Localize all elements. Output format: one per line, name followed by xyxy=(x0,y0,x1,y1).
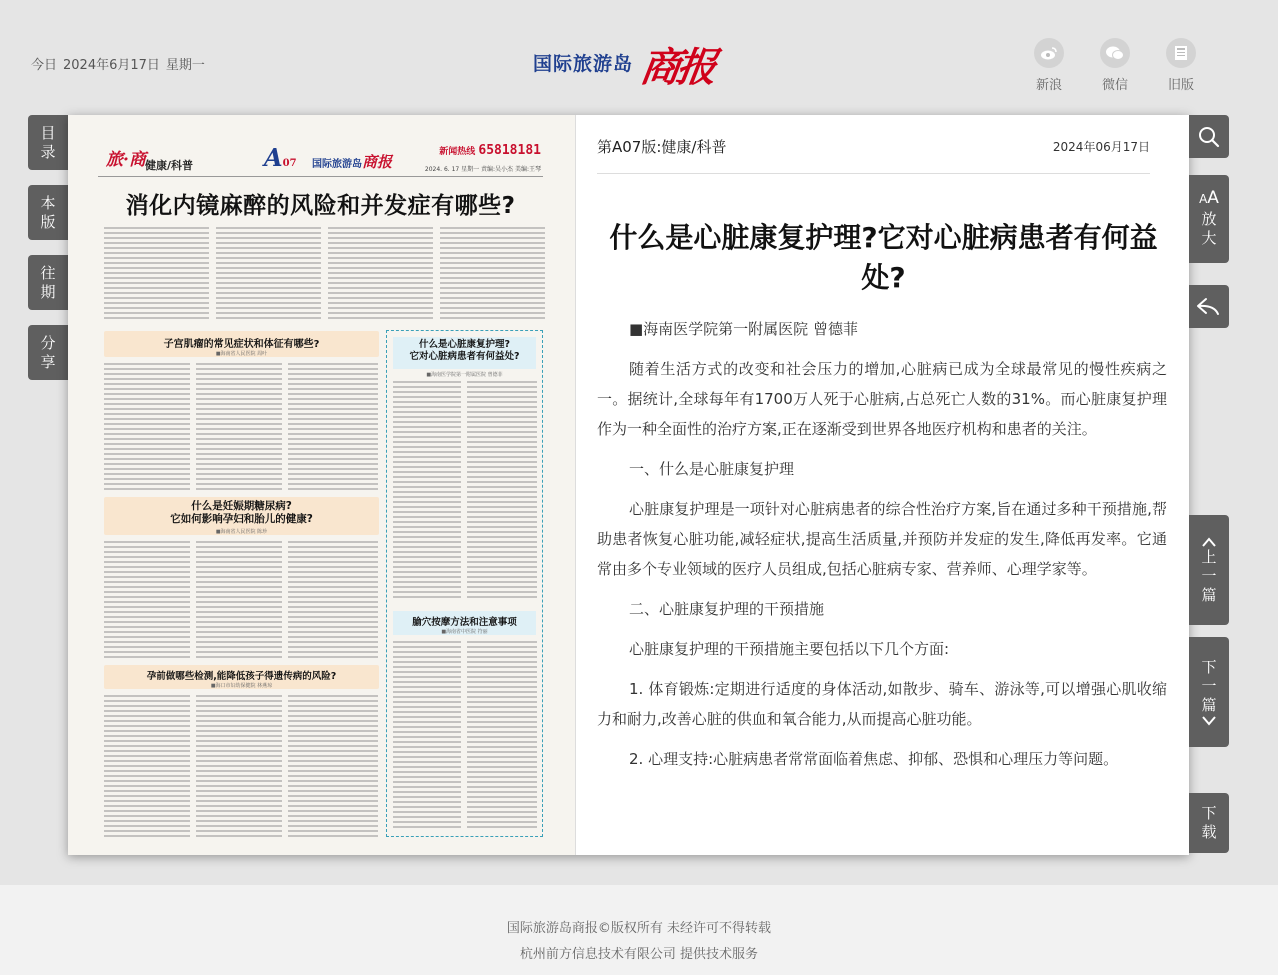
paper-hotline-label: 新闻热线 xyxy=(439,147,476,157)
next-char-1: 下 xyxy=(1201,657,1217,676)
paper-aside2-title: 腧穴按摩方法和注意事项 xyxy=(412,617,517,628)
paper-logo-bao: 商报 xyxy=(362,153,393,171)
paper-text-block xyxy=(216,227,321,322)
next-article-button[interactable] xyxy=(1189,637,1229,747)
article-paragraph: 心脏康复护理是一项针对心脏病患者的综合性治疗方案,旨在通过多种干预措施,帮助患者恢复心脏功能,减轻症状,提高生活质量,并预防并发症的发生,降低再发率。它通常由多个专业领域的医疗人员组成,包括心脏病专家、营养师、心理学家等。 xyxy=(597,500,1167,578)
site-footer xyxy=(0,885,1278,975)
wechat-icon xyxy=(1100,38,1130,68)
catalog-button[interactable] xyxy=(28,115,68,170)
paper-article-heading[interactable] xyxy=(104,331,379,357)
download-button[interactable] xyxy=(1189,793,1229,853)
today-label: 今日 xyxy=(31,58,58,73)
reader-panel xyxy=(68,115,1189,855)
old-version-link[interactable] xyxy=(1156,38,1206,93)
article-title: 什么是心脏康复护理?它对心脏病患者有何益处? xyxy=(609,221,1158,294)
old-version-label: 旧版 xyxy=(1167,78,1194,93)
paper-box1-title: 子宫肌瘤的常见症状和体征有哪些? xyxy=(163,339,320,350)
paper-text-block xyxy=(104,541,190,661)
article-pane xyxy=(576,115,1189,855)
download-char-1: 下 xyxy=(1201,804,1217,822)
share-button[interactable] xyxy=(28,325,68,380)
past-issues-button[interactable] xyxy=(28,255,68,310)
zoom-char-1: 放 xyxy=(1201,210,1217,228)
paper-text-block xyxy=(467,381,537,601)
paper-article-heading[interactable] xyxy=(104,665,379,689)
paper-hotline xyxy=(439,143,541,158)
paper-highlighted-article[interactable] xyxy=(386,330,543,837)
newspaper-icon xyxy=(1166,38,1196,68)
paper-article-heading[interactable] xyxy=(104,497,379,535)
paper-box2-line2: 它如何影响孕妇和胎儿的健康? xyxy=(170,513,313,525)
paper-box3-title: 孕前做哪些检测,能降低孩子得遗传病的风险? xyxy=(146,671,337,682)
article-header xyxy=(597,136,1150,174)
back-button[interactable] xyxy=(1189,285,1229,328)
weekday: 星期一 xyxy=(165,58,205,73)
past-char-2: 期 xyxy=(40,282,56,301)
weibo-icon xyxy=(1034,38,1064,68)
paper-version xyxy=(264,143,297,172)
prev-char-2: 一 xyxy=(1201,566,1217,585)
search-button[interactable] xyxy=(1189,115,1229,158)
previous-article-button[interactable] xyxy=(1189,515,1229,625)
site-logo[interactable] xyxy=(533,34,733,90)
next-char-3: 篇 xyxy=(1201,695,1217,714)
zoom-large-a: A xyxy=(1207,188,1219,208)
paper-logo xyxy=(312,151,392,172)
paper-section: 健康/科普 xyxy=(145,159,194,172)
paper-aside1-byline: ■海南医学院第一附属医院 曾德菲 xyxy=(426,372,503,378)
paper-text-block xyxy=(393,381,461,601)
paper-version-num: 07 xyxy=(282,158,297,169)
paper-box2-byline: ■海南省人民医院 陈珍 xyxy=(215,529,268,535)
paper-meta: 2024. 6. 17 星期一 责编:吴小杰 美编:王琴 xyxy=(424,166,541,173)
article-subheading: 二、心脏康复护理的干预措施 xyxy=(629,600,825,618)
paper-text-block xyxy=(196,695,282,840)
download-char-2: 载 xyxy=(1201,823,1217,841)
paper-aside2-byline: ■海南省中医院 符丽 xyxy=(441,629,488,635)
paper-text-block xyxy=(196,363,282,493)
paper-text-block xyxy=(288,363,378,493)
paper-main-title[interactable]: 消化内镜麻醉的风险和并发症有哪些? xyxy=(125,193,516,219)
article-subheading: 一、什么是心脏康复护理 xyxy=(629,460,795,478)
footer-tech-credit: 杭州前方信息技术有限公司 提供技术服务 xyxy=(519,947,759,962)
catalog-char-1: 目 xyxy=(40,123,56,142)
wechat-link[interactable] xyxy=(1090,38,1140,93)
chevron-up-icon xyxy=(1201,536,1217,548)
edition-button[interactable] xyxy=(28,185,68,240)
article-body xyxy=(597,314,1167,784)
paper-text-block xyxy=(104,695,190,840)
zoom-small-a: A xyxy=(1199,192,1208,206)
prev-char-3: 篇 xyxy=(1201,585,1217,604)
article-date: 2024年06月17日 xyxy=(1052,140,1150,154)
paper-aside1-heading xyxy=(393,337,536,369)
weibo-link[interactable] xyxy=(1024,38,1074,93)
paper-aside2-heading xyxy=(393,611,536,635)
paper-aside1-line1: 什么是心脏康复护理? xyxy=(418,339,510,350)
article-paragraph: 1. 体育锻炼:定期进行适度的身体活动,如散步、骑车、游泳等,可以增强心肌收缩力和耐力,改善心脏的供血和氧合能力,从而提高心脏功能。 xyxy=(597,680,1167,728)
paper-box1-byline: ■海南省人民医院 周叶 xyxy=(215,351,268,357)
site-header xyxy=(0,0,1278,115)
paper-box3-byline: ■海口市妇幼保健院 林燕琼 xyxy=(210,683,273,689)
font-size-icon xyxy=(1199,190,1219,208)
edition-char-2: 版 xyxy=(40,212,56,231)
paper-box2-line1: 什么是妊娠期糖尿病? xyxy=(191,500,292,512)
paper-hotline-number: 65818181 xyxy=(478,143,541,158)
paper-text-block xyxy=(328,227,433,322)
catalog-char-2: 录 xyxy=(40,142,56,161)
next-char-2: 一 xyxy=(1201,676,1217,695)
paper-text-block xyxy=(104,227,209,322)
past-char-1: 往 xyxy=(40,263,56,282)
chevron-down-icon xyxy=(1201,715,1217,727)
paper-text-block xyxy=(467,641,537,831)
current-date: 2024年6月17日 xyxy=(63,58,160,73)
prev-char-1: 上 xyxy=(1201,547,1217,566)
article-paragraph: 心脏康复护理的干预措施主要包括以下几个方面: xyxy=(629,640,950,658)
article-byline: ■海南医学院第一附属医院 曾德菲 xyxy=(629,320,858,338)
paper-aside1-line2: 它对心脏病患者有何益处? xyxy=(409,351,520,362)
paper-text-block xyxy=(288,695,378,840)
paper-version-letter: A xyxy=(264,143,283,172)
zoom-button[interactable] xyxy=(1189,175,1229,263)
article-paragraph: 2. 心理支持:心脏病患者常常面临着焦虑、抑郁、恐惧和心理压力等问题。 xyxy=(629,750,1119,768)
paper-text-block xyxy=(393,641,461,831)
paper-text-block xyxy=(288,541,378,661)
paper-masthead xyxy=(98,143,543,177)
share-char-2: 享 xyxy=(40,352,56,371)
paper-text-block xyxy=(440,227,545,322)
weibo-label: 新浪 xyxy=(1035,78,1062,93)
article-version: 第A07版:健康/科普 xyxy=(597,138,727,156)
logo-bao: 商报 xyxy=(637,44,716,91)
edition-char-1: 本 xyxy=(40,193,56,212)
paper-text-block xyxy=(196,541,282,661)
footer-copyright: 国际旅游岛商报©版权所有 未经许可不得转载 xyxy=(506,921,772,936)
paper-text-block xyxy=(104,363,190,493)
paper-logo-name: 国际旅游岛 xyxy=(312,159,362,170)
back-arrow-icon xyxy=(1196,297,1222,317)
paper-seal: 旅·商 xyxy=(106,150,146,170)
article-paragraph: 随着生活方式的改变和社会压力的增加,心脏病已成为全球最常见的慢性疾病之一。据统计,全球每年有1700万人死于心脏病,占总死亡人数的31%。而心脏康复护理作为一种全面性的治疗方案,正在逐渐受到世界各地医疗机构和患者的关注。 xyxy=(597,360,1167,438)
share-char-1: 分 xyxy=(40,333,56,352)
newspaper-page[interactable] xyxy=(68,115,576,855)
zoom-char-2: 大 xyxy=(1201,229,1217,247)
date-display xyxy=(31,54,211,73)
logo-name: 国际旅游岛 xyxy=(533,53,634,75)
search-icon xyxy=(1198,126,1220,148)
wechat-label: 微信 xyxy=(1101,78,1128,93)
